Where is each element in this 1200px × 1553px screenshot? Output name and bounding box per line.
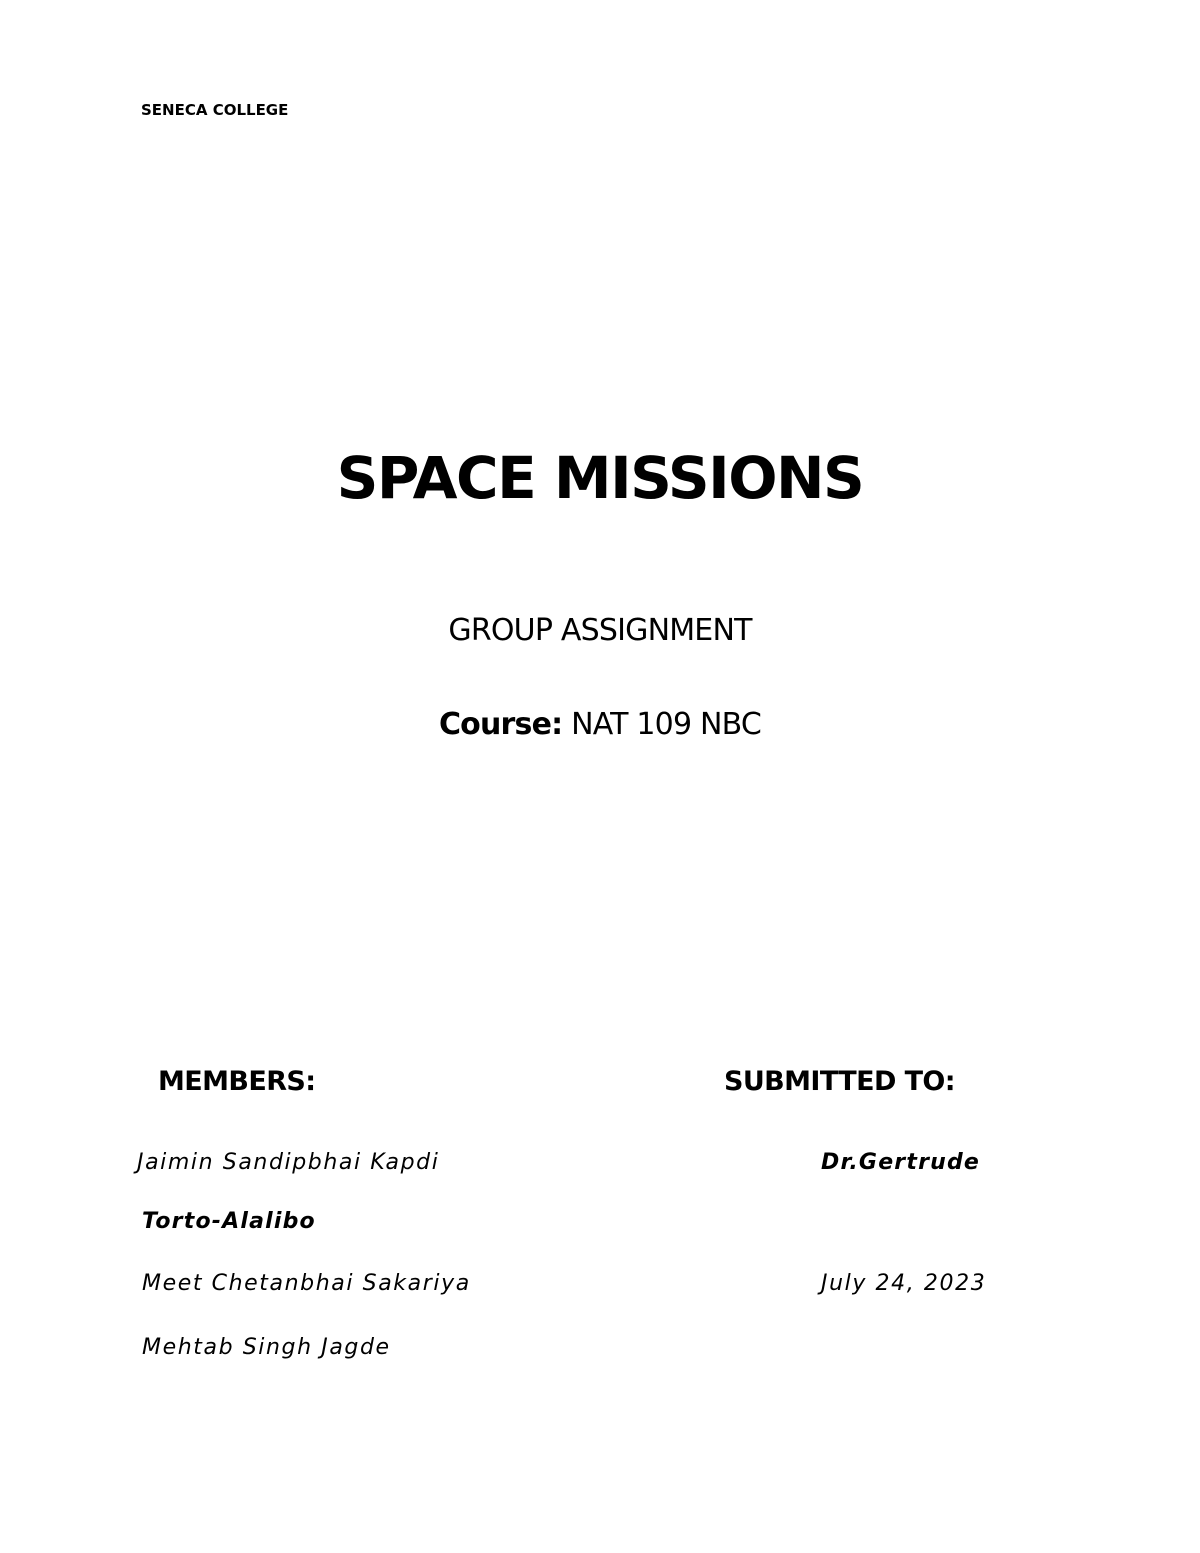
course-line: [0, 707, 1200, 742]
institution-header: SENECA COLLEGE: [141, 101, 289, 119]
submitted-to-heading: SUBMITTED TO:: [724, 1066, 955, 1097]
document-title: SPACE MISSIONS: [336, 444, 864, 512]
course-label: Course:: [438, 707, 563, 742]
assignment-type: GROUP ASSIGNMENT: [448, 613, 752, 648]
member-name: Jaimin Sandipbhai Kapdi: [137, 1150, 440, 1175]
member-name: Meet Chetanbhai Sakariya: [142, 1271, 471, 1296]
course-value: NAT 109 NBC: [562, 707, 762, 742]
member-name: Mehtab Singh Jagde: [142, 1335, 391, 1360]
submission-date: July 24, 2023: [821, 1271, 987, 1296]
members-heading: MEMBERS:: [158, 1066, 316, 1097]
instructor-name: Dr.Gertrude: [821, 1150, 981, 1175]
member-name: Torto-Alalibo: [142, 1209, 316, 1234]
